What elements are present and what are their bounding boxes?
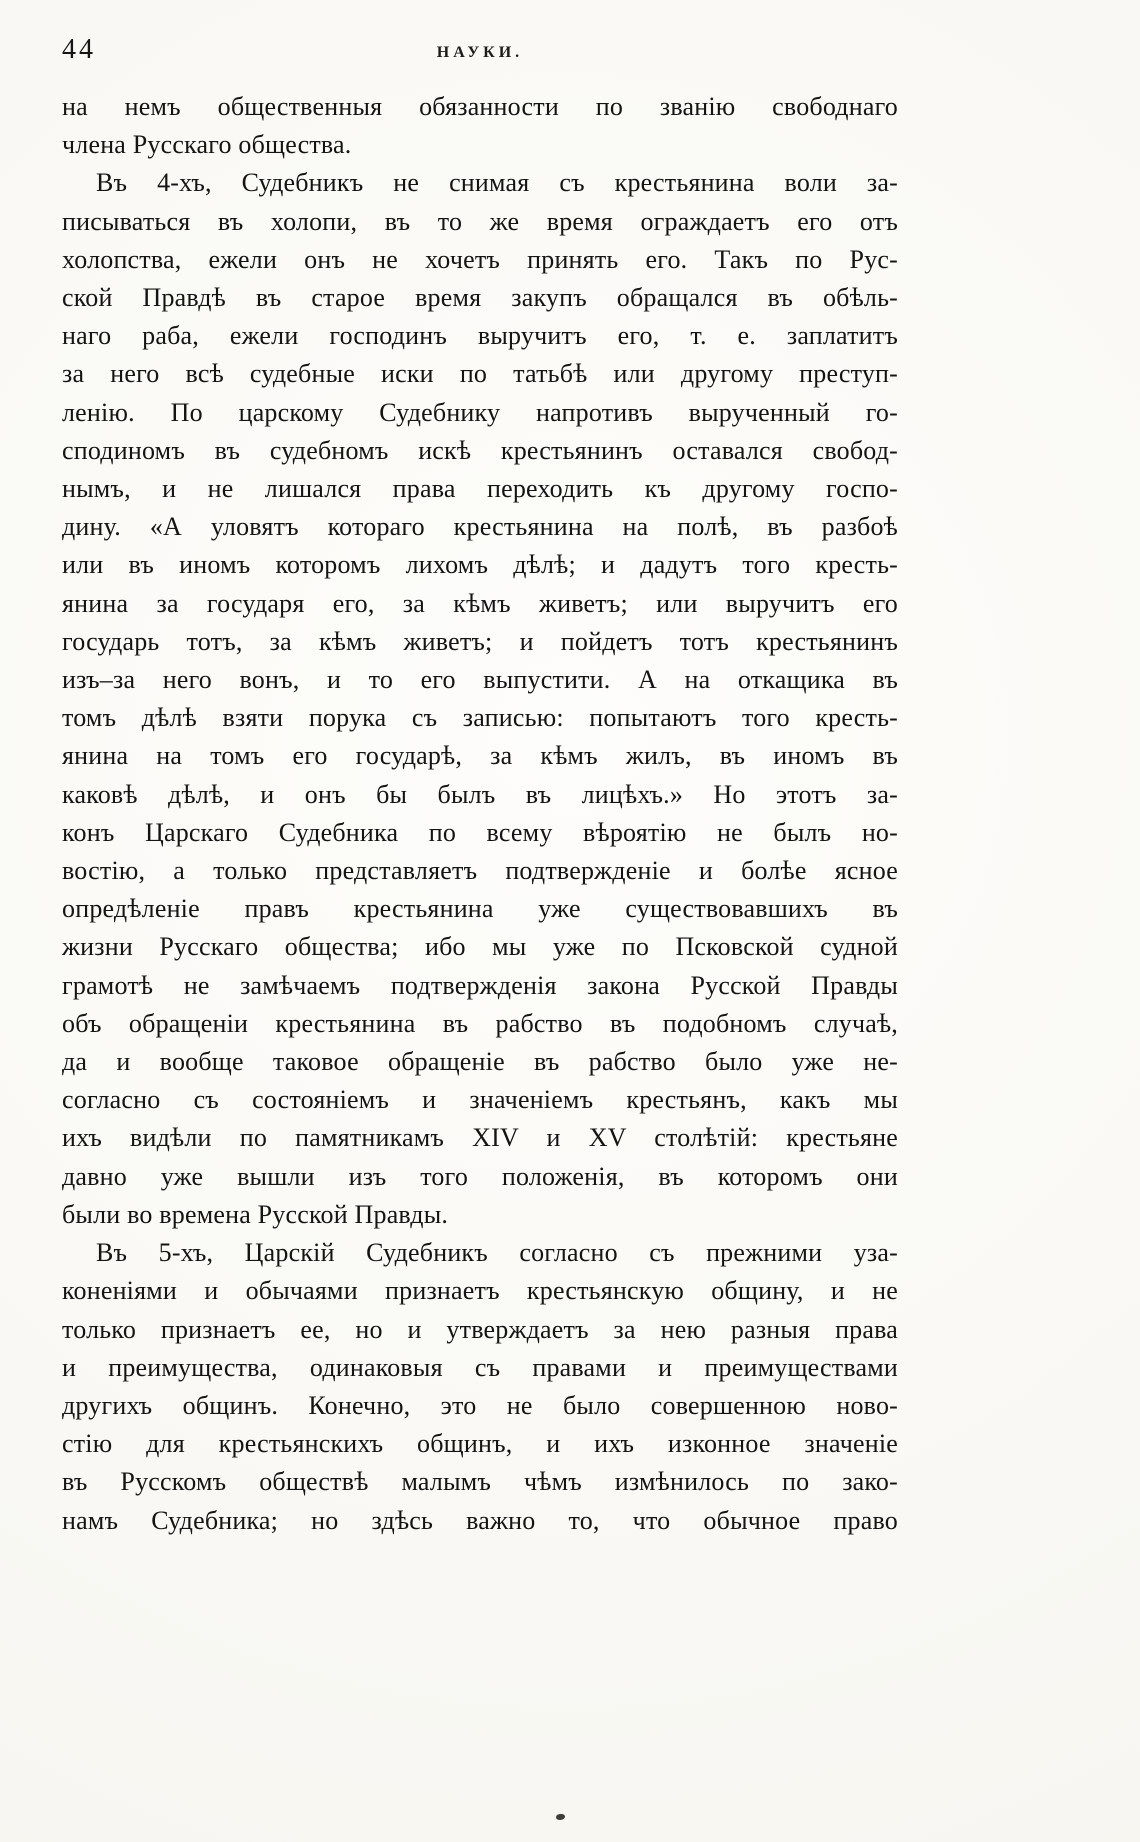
text-line: за него всѣ судебные иски по татьбѣ или другому преступ- [62, 359, 898, 389]
text-line: ихъ видѣли по памятникамъ XIV и XV столѣтій: крестьяне [62, 1123, 898, 1153]
text-lines [62, 88, 898, 1540]
text-line: янина на томъ его государѣ, за кѣмъ жилъ, въ иномъ въ [62, 741, 898, 771]
text-line: дину. «А уловятъ котораго крестьянина на полѣ, въ разбоѣ [62, 512, 898, 542]
text-line: въ Русскомъ обществѣ малымъ чѣмъ измѣнилось по зако- [62, 1467, 898, 1497]
text-line: намъ Судебника; но здѣсь важно то, что обычное право [62, 1505, 898, 1535]
text-line: давно уже вышли изъ того положенія, въ которомъ они [62, 1161, 898, 1191]
text-line: востію, а только представляетъ подтвержденіе и болѣе ясное [62, 856, 898, 886]
text-line: янина за государя его, за кѣмъ живетъ; или выручитъ его [62, 588, 898, 618]
text-line: Въ 5-хъ, Царскій Судебникъ согласно съ прежними уза- [96, 1238, 898, 1268]
text-line: стію для крестьянскихъ общинъ, и ихъ изконное значеніе [62, 1429, 898, 1459]
text-line: конъ Царскаго Судебника по всему вѣроятію не былъ но- [62, 817, 898, 847]
text-line: согласно съ состояніемъ и значеніемъ крестьянъ, какъ мы [62, 1085, 898, 1115]
text-line: ленію. По царскому Судебнику напротивъ вырученный го- [62, 397, 898, 427]
scan-speck-artifact [556, 1814, 565, 1820]
text-line: сподиномъ въ судебномъ искѣ крестьянинъ оставался свобод- [62, 435, 898, 465]
text-line: другихъ общинъ. Конечно, это не было совершенною ново- [62, 1390, 898, 1420]
text-line: томъ дѣлѣ взяти порука съ записью: попытаютъ того кресть- [62, 703, 898, 733]
text-line: грамотѣ не замѣчаемъ подтвержденія закона Русской Правды [62, 970, 898, 1000]
text-line: писываться въ холопи, въ то же время ограждаетъ его отъ [62, 206, 898, 236]
text-line: опредѣленіе правъ крестьянина уже существовавшихъ въ [62, 894, 898, 924]
text-line: жизни Русскаго общества; ибо мы уже по Псковской судной [62, 932, 898, 962]
text-line: изъ–за него вонъ, и то его выпустити. А на откащика въ [62, 665, 898, 695]
text-line: Въ 4-хъ, Судебникъ не снимая съ крестьянина воли за- [96, 168, 898, 198]
text-line: нымъ, и не лишался права переходить къ другому госпо- [62, 474, 898, 504]
text-line: государь тотъ, за кѣмъ живетъ; и пойдетъ тотъ крестьянинъ [62, 626, 898, 656]
text-line: объ обращеніи крестьянина въ рабство въ подобномъ случаѣ, [62, 1008, 898, 1038]
text-line: ской Правдѣ въ старое время закупъ обращался въ обѣль- [62, 283, 898, 313]
text-line: члена Русскаго общества. [62, 130, 352, 160]
page-header [62, 34, 898, 88]
running-header: НАУКИ. [436, 44, 524, 61]
text-line: только признаетъ ее, но и утверждаетъ за нею разныя права [62, 1314, 898, 1344]
text-line: на немъ общественныя обязанности по званію свободнаго [62, 92, 898, 121]
text-line: наго раба, ежели господинъ выручитъ его, т. е. заплатитъ [62, 321, 898, 351]
text-line: холопства, ежели онъ не хочетъ принять его. Такъ по Рус- [62, 244, 898, 274]
text-line: да и вообще таковое обращеніе въ рабство было уже не- [62, 1047, 898, 1077]
page-number: 44 [62, 34, 96, 65]
text-line: каковѣ дѣлѣ, и онъ бы былъ въ лицѣхъ.» Но этотъ за- [62, 779, 898, 809]
text-line: или въ иномъ которомъ лихомъ дѣлѣ; и дадутъ того кресть- [62, 550, 898, 580]
text-line: и преимущества, одинаковыя съ правами и преимуществами [62, 1352, 898, 1382]
text-line: были во времена Русской Правды. [62, 1199, 449, 1229]
text-line: коненіями и обычаями признаетъ крестьянскую общину, и не [62, 1276, 898, 1306]
